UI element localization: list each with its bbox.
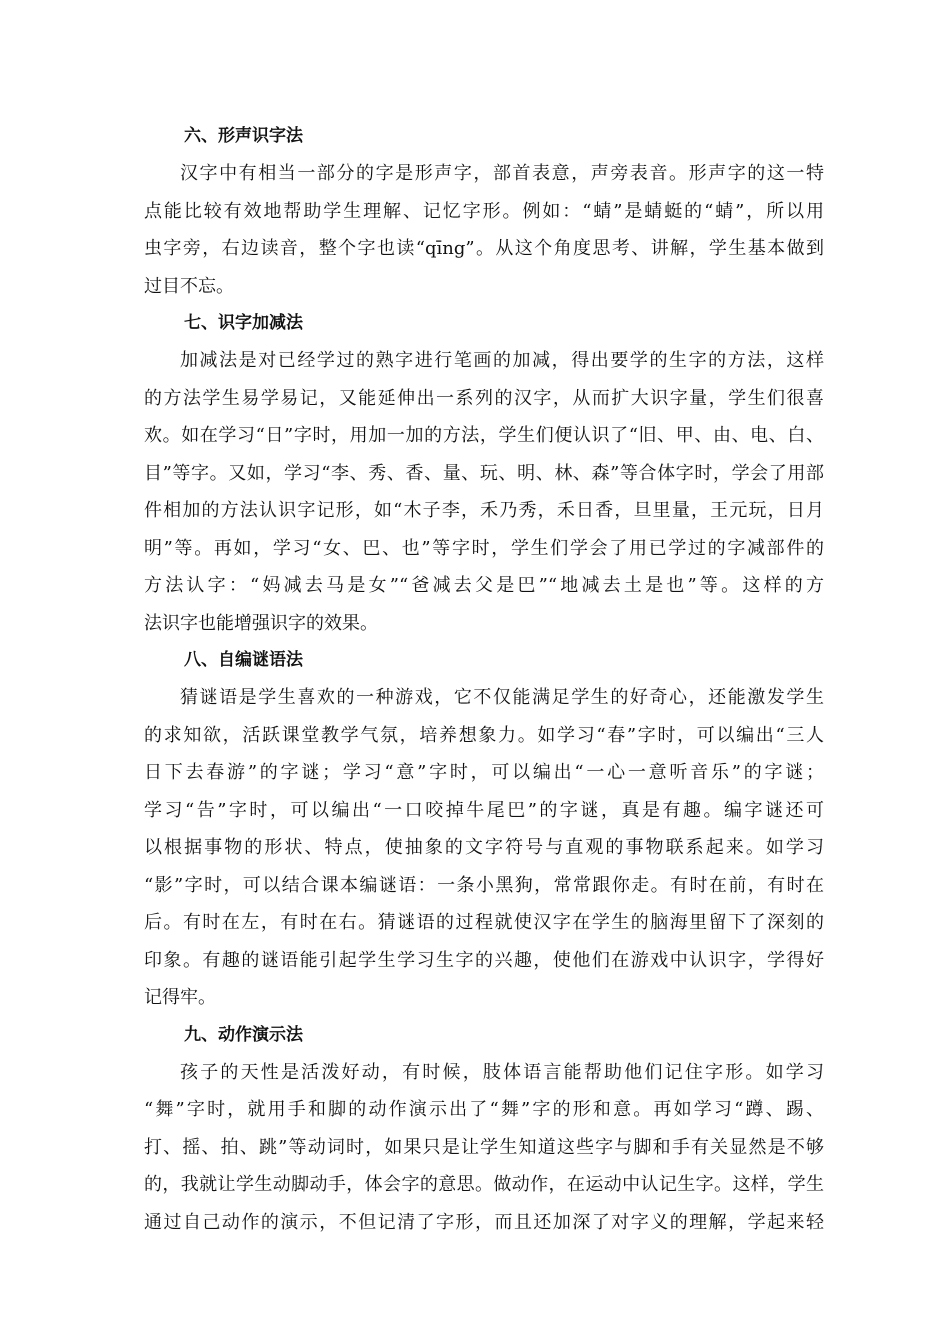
paragraph-line: 汉字中有相当一部分的字是形声字，部首表意，声旁表音。形声字的这一特 bbox=[180, 163, 824, 184]
section-heading: 九、动作演示法 bbox=[184, 1024, 303, 1045]
section-heading: 八、自编谜语法 bbox=[184, 650, 303, 670]
paragraph-line: 的，我就让学生动脚动手，体会字的意思。做动作，在运动中认记生字。这样，学生 bbox=[144, 1174, 824, 1195]
document-page bbox=[144, 118, 824, 1241]
paragraph-line: 印象。有趣的谜语能引起学生学习生字的兴趣，使他们在游戏中认识字，学得好 bbox=[144, 949, 824, 971]
paragraph-line: 以根据事物的形状、特点，使抽象的文字符号与直观的事物联系起来。如学习 bbox=[144, 837, 824, 858]
paragraph-line: 件相加的方法认识字记形，如“木子李，禾乃秀，禾日香，旦里量，王元玩，日月 bbox=[144, 500, 824, 521]
paragraph-line: “舞”字时，就用手和脚的动作演示出了“舞”字的形和意。再如学习“蹲、踢、 bbox=[144, 1099, 824, 1120]
paragraph-line: 欢。如在学习“日”字时，用加一加的方法，学生们便认识了“旧、甲、由、电、白、 bbox=[144, 425, 824, 446]
paragraph-line: 目”等字。又如，学习“李、秀、香、量、玩、明、林、森”等合体字时，学会了用部 bbox=[144, 462, 824, 484]
section-miyu bbox=[144, 642, 824, 1017]
paragraph-line: 加减法是对已经学过的熟字进行笔画的加减，得出要学的生字的方法，这样 bbox=[180, 350, 824, 371]
section-xingsheng bbox=[144, 118, 824, 305]
paragraph-line: 方法认字：“妈减去马是女”“爸减去父是巴”“地减去土是也”等。这样的方 bbox=[144, 575, 824, 596]
paragraph-line: 明”等。再如，学习“女、巴、也”等字时，学生们学会了用已学过的字减部件的 bbox=[144, 537, 824, 559]
section-dongzuo bbox=[144, 1017, 824, 1242]
paragraph-line: 猜谜语是学生喜欢的一种游戏，它不仅能满足学生的好奇心，还能激发学生 bbox=[180, 687, 824, 708]
paragraph-line: 的方法学生易学易记，又能延伸出一系列的汉字，从而扩大识字量，学生们很喜 bbox=[144, 387, 824, 409]
section-paragraph bbox=[144, 679, 824, 1017]
paragraph-line: “影”字时，可以结合课本编谜语：一条小黑狗，常常跟你走。有时在前，有时在 bbox=[144, 874, 824, 896]
paragraph-line: 后。有时在左，有时在右。猜谜语的过程就使汉字在学生的脑海里留下了深刻的 bbox=[144, 912, 824, 933]
paragraph-line: 点能比较有效地帮助学生理解、记忆字形。例如：“蜻”是蜻蜓的“蜻”，所以用 bbox=[144, 200, 824, 222]
paragraph-line: 孩子的天性是活泼好动，有时候，肢体语言能帮助他们记住字形。如学习 bbox=[180, 1061, 824, 1083]
section-heading: 六、形声识字法 bbox=[184, 126, 303, 146]
section-jiajian bbox=[144, 305, 824, 642]
paragraph-line: 的求知欲，活跃课堂教学气氛，培养想象力。如学习“春”字时，可以编出“三人 bbox=[144, 724, 824, 746]
paragraph-line: 记得牢。 bbox=[144, 987, 216, 1008]
section-heading: 七、识字加减法 bbox=[184, 313, 303, 333]
paragraph-line: 虫字旁，右边读音，整个字也读“qīng”。从这个角度思考、讲解，学生基本做到 bbox=[144, 238, 824, 259]
paragraph-line: 过目不忘。 bbox=[144, 275, 234, 297]
paragraph-line: 学习“告”字时，可以编出“一口咬掉牛尾巴”的字谜，真是有趣。编字谜还可 bbox=[144, 799, 824, 821]
paragraph-line: 通过自己动作的演示，不但记清了字形，而且还加深了对字义的理解，学起来轻 bbox=[144, 1211, 824, 1233]
paragraph-line: 日下去春游”的字谜；学习“意”字时，可以编出“一心一意听音乐”的字谜； bbox=[144, 762, 824, 783]
paragraph-line: 打、摇、拍、跳”等动词时，如果只是让学生知道这些字与脚和手有关显然是不够 bbox=[144, 1136, 824, 1158]
section-paragraph bbox=[144, 342, 824, 642]
paragraph-line: 法识字也能增强识字的效果。 bbox=[144, 612, 378, 634]
section-paragraph bbox=[144, 1054, 824, 1242]
section-paragraph bbox=[144, 155, 824, 305]
